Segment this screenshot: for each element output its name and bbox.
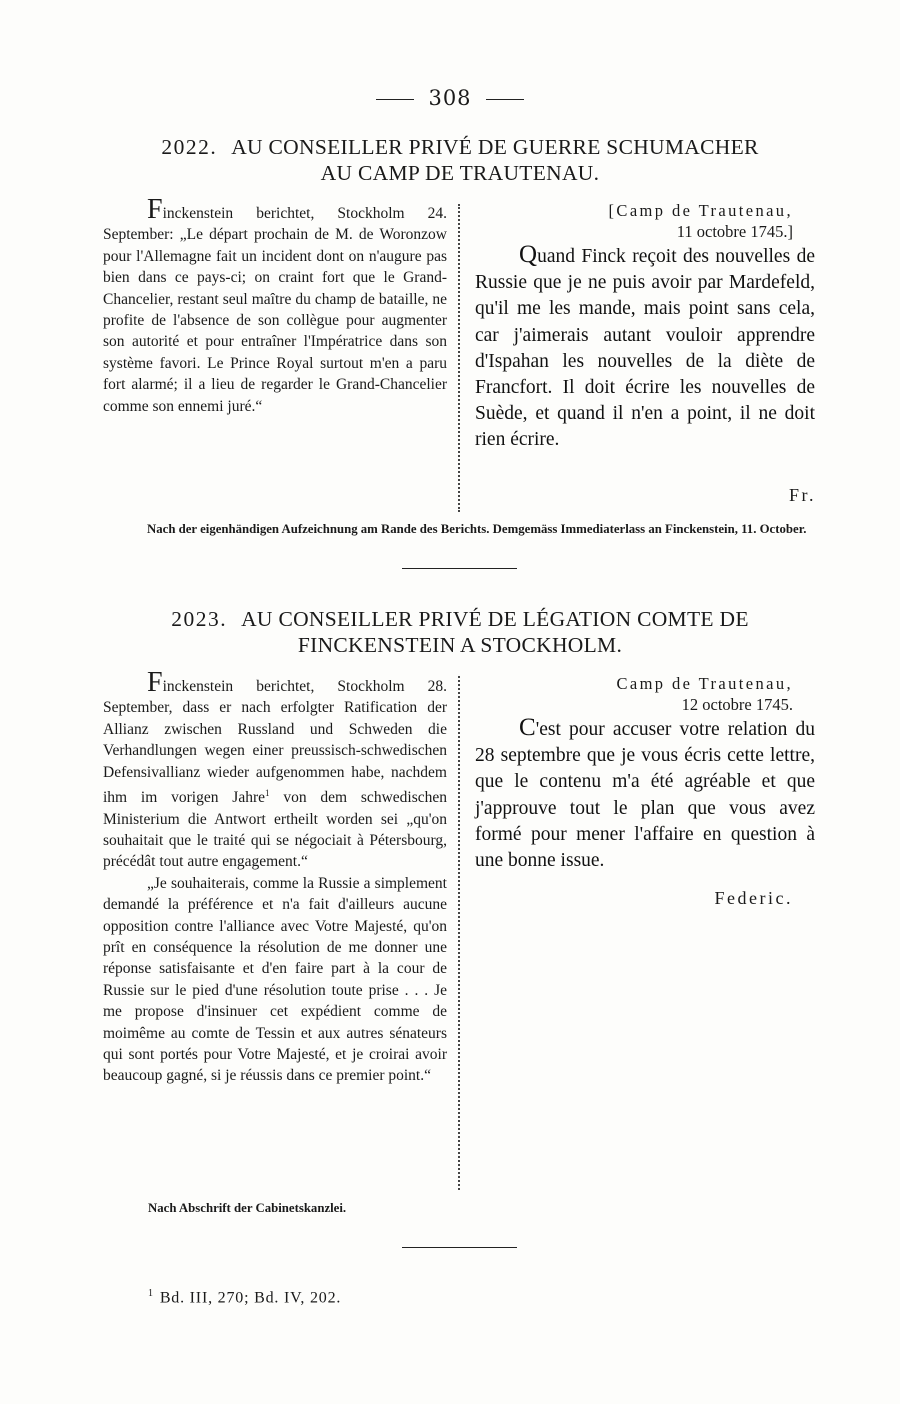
letter-2023-dateline	[560, 673, 793, 715]
letter-2023-body-initial: C	[519, 714, 536, 741]
letter-2022-dateline-date: 11 octobre 1745.]	[676, 222, 793, 241]
section-separator-2	[402, 1247, 517, 1248]
footnote	[148, 1288, 548, 1307]
letter-2022-source-note: Nach der eigenhändigen Aufzeichnung am Rande des Berichts. Demgemäss Immediaterlass an Finckenstein, 11. October.	[147, 522, 807, 536]
letter-2023-body	[475, 714, 815, 874]
letter-2022-summary-initial: F	[147, 194, 163, 225]
letter-2023-number: 2023.	[171, 607, 228, 631]
letter-2023-summary-initial: F	[147, 667, 163, 698]
letter-2023-title-line1	[110, 606, 810, 632]
letter-2022-heading	[100, 134, 820, 186]
letter-2022-dateline-place: [Camp de Trautenau,	[608, 201, 793, 220]
letter-2022-title-line1	[100, 134, 820, 160]
letter-2023-dateline-place: Camp de Trautenau,	[616, 674, 793, 693]
letter-2023-heading	[110, 606, 810, 658]
letter-2022-dateline	[560, 200, 793, 242]
letter-2022-number: 2022.	[161, 135, 218, 159]
letter-2023-source-note: Nach Abschrift der Cabinetskanzlei.	[148, 1201, 347, 1215]
letter-2022-summary	[103, 194, 447, 417]
letter-2022-column-divider	[458, 204, 460, 512]
footnote-text: Bd. III, 270; Bd. IV, 202.	[159, 1289, 342, 1307]
page-number-text: 308	[428, 86, 472, 110]
letter-2023-summary	[103, 667, 447, 1087]
letter-2022-signature: Fr.	[788, 485, 816, 505]
letter-2022-body-initial: Q	[519, 241, 538, 268]
page-number-dash-left	[376, 99, 414, 100]
footnote-marker: 1	[148, 1288, 154, 1299]
letter-2022-body-text: uand Finck reçoit des nouvelles de Russie que je ne puis avoir par Mardefeld, qu'il me les mande, mais point sans cela, car j'aimerais autant vouloir apprendre d'Ispahan les nouvelles de la diète de Francfort. Il doit écrire les nouvelles de Suède, et quand il n'en a point, il ne doit rien écrire.	[475, 246, 815, 451]
letter-2022-body	[475, 241, 815, 454]
letter-2022-title-line2: AU CAMP DE TRAUTENAU.	[320, 161, 600, 185]
letter-2022-summary-text: inckenstein berichtet, Stockholm 24. September: „Le départ prochain de M. de Woronzow pour l'Allemagne fait un incident dont on n'augure pas bien dans ce pays-ci; on craint fort que le Grand-Chancelier, restant seul maître du champ de bataille, ne profite de l'absence de son collègue pour augmenter son autorité et pour entraîner l'Impératrice dans son système favori. Le Prince Royal surtout m'en a paru fort alarmé; il a lieu de regarder le Grand-Chancelier comme son ennemi juré.“	[103, 205, 447, 415]
page-number-dash-right	[486, 99, 524, 100]
letter-2022-title-text1: AU CONSEILLER PRIVÉ DE GUERRE SCHUMACHER	[231, 135, 759, 159]
letter-2023-summary-text: inckenstein berichtet, Stockholm 28. September, dass er nach erfolgter Ratification der Allianz zwischen Russland und Schweden die Verhandlungen wegen einer preussisch-schwedischen Defensivallianz wieder aufgenommen habe, nachdem ihm im vorigen Jahre	[103, 678, 447, 807]
letter-2023-summary-quote: „Je souhaiterais, comme la Russie a simplement demandé la préférence et n'a fait d'ailleurs aucune opposition contre l'alliance avec Votre Majesté, qu'on prît en conséquence la résolution de me donner une réponse satisfaisante et d'en faire part à la cour de Russie sur le pied d'une résolution toute prise . . . Je me propose d'insinuer cet expédient comme de moimême au comte de Tessin et aux autres sénateurs qui sont portés pour Votre Majesté, et je croirai avoir beaucoup gagné, si je réussis dans ce premier point.“	[103, 874, 447, 1085]
section-separator-1	[402, 568, 517, 569]
letter-2023-title-line2: FINCKENSTEIN A STOCKHOLM.	[297, 633, 623, 657]
footnote-reference: 1	[265, 788, 270, 799]
letter-2023-column-divider	[458, 676, 460, 1190]
letter-2023-summary-text2: von dem schwedischen Ministerium die Antwort ertheilt worden sei „qu'on souhaitait que le traité qui se négociait à Pétersbourg, précédât tout autre engagement.“	[103, 789, 447, 871]
letter-2023-body-text: 'est pour accuser votre relation du 28 septembre que je vous écris cette lettre, que le contenu m'a été agréable et que j'approuve tout le plan que vous avez formé pour mener l'affaire en question à une bonne issue.	[475, 719, 815, 872]
letter-2023-dateline-date: 12 octobre 1745.	[681, 695, 793, 714]
letter-2023-title-text1: AU CONSEILLER PRIVÉ DE LÉGATION COMTE DE	[241, 607, 749, 631]
letter-2023-signature: Federic.	[714, 888, 793, 908]
page-number	[0, 86, 900, 110]
